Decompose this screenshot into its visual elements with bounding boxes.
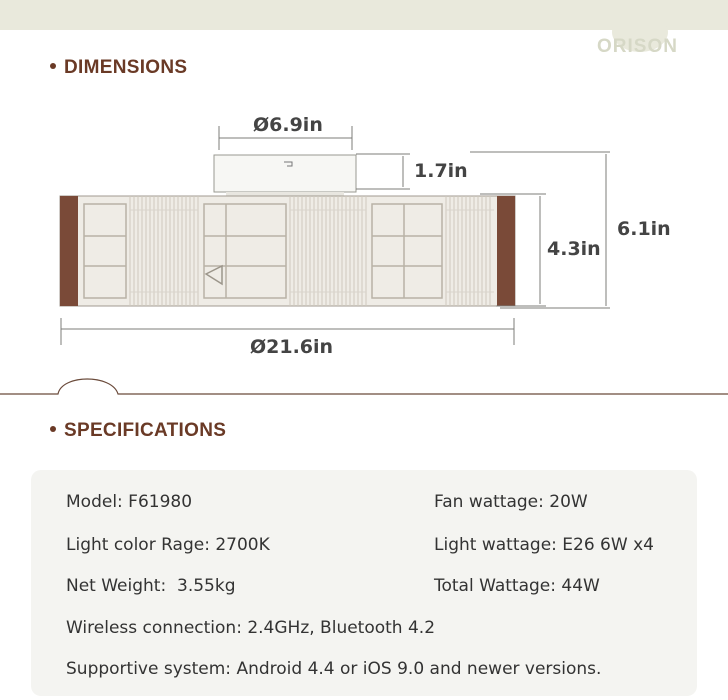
spec-model: Model: F61980 [66,492,193,512]
dimensions-heading-text: DIMENSIONS [64,57,188,78]
canopy-diameter-label: Ø6.9in [253,114,323,136]
spec-light-color: Light color Rage: 2700K [66,535,270,555]
spec-light-wattage: Light wattage: E26 6W x4 [434,535,654,555]
brand-logo: ORISON [597,36,678,57]
spec-net-weight: Net Weight: 3.55kg [66,576,236,596]
spec-system: Supportive system: Android 4.4 or iOS 9.0 and newer versions. [66,659,602,679]
section-divider [0,372,728,402]
fan-body-drawing [60,196,515,306]
canopy-height-label: 1.7in [414,160,468,182]
dimensions-heading [50,57,187,79]
bullet-dot-icon [50,426,56,432]
total-height-label: 6.1in [617,218,671,240]
specifications-heading [50,420,226,442]
specifications-heading-text: SPECIFICATIONS [64,420,227,441]
bullet-dot-icon [50,63,56,69]
body-diameter-label: Ø21.6in [250,336,334,358]
body-height-label: 4.3in [547,238,601,260]
spec-wireless: Wireless connection: 2.4GHz, Bluetooth 4.2 [66,618,436,638]
spec-fan-wattage: Fan wattage: 20W [434,492,588,512]
spec-total-wattage: Total Wattage: 44W [434,576,600,596]
canopy-drawing [214,155,356,198]
